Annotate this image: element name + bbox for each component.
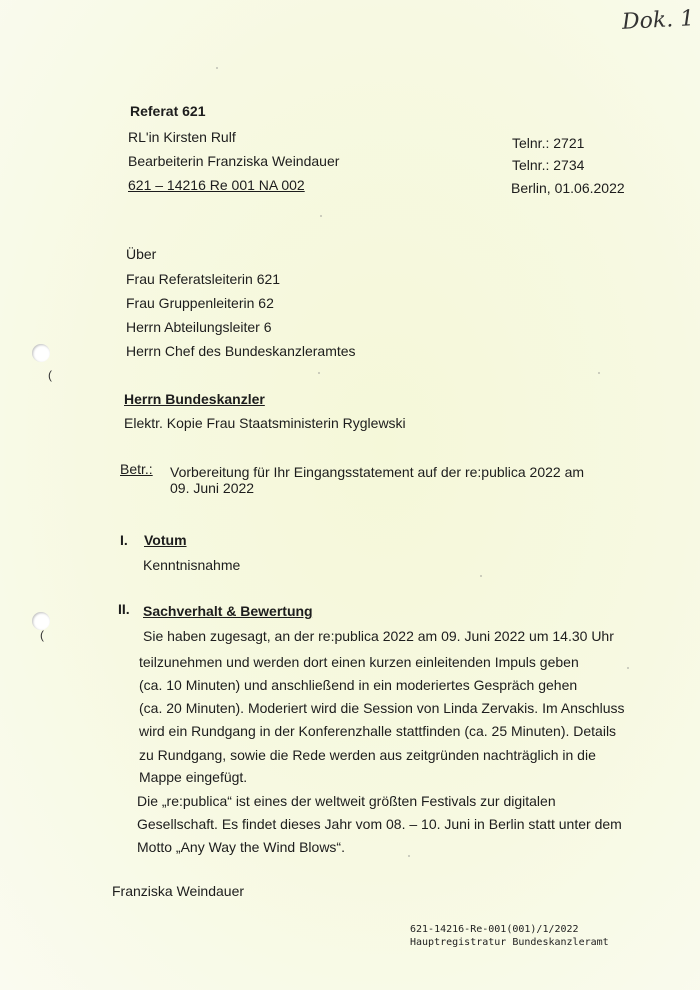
section-text: Kenntnisnahme: [143, 557, 241, 573]
section-number: II.: [118, 601, 130, 617]
recipient: Herrn Abteilungsleiter 6: [126, 319, 272, 335]
body-line: wird ein Rundgang in der Konferenzhalle stattfinden (ca. 25 Minuten). Details: [139, 723, 617, 739]
body-line: teilzunehmen und werden dort einen kurzen einleitenden Impuls geben: [139, 654, 579, 670]
scan-speck: [598, 372, 600, 374]
punch-mark: (: [48, 368, 52, 382]
body-line: Die „re:publica“ ist eines der weltweit größten Festivals zur digitalen: [137, 793, 556, 809]
signature-name: Franziska Weindauer: [112, 883, 245, 899]
copy-note: Elektr. Kopie Frau Staatsministerin Ryglewski: [124, 415, 406, 431]
telephone-1: Telnr.: 2721: [512, 135, 585, 151]
registry-code: 621-14216-Re-001(001)/1/2022: [410, 924, 579, 935]
punch-mark: (: [40, 628, 44, 642]
body-line: (ca. 10 Minuten) und anschließend in ein moderiertes Gespräch gehen: [139, 677, 578, 693]
body-line: Gesellschaft. Es findet dieses Jahr vom 08. – 10. Juni in Berlin statt unter dem: [137, 816, 622, 832]
betreff-line: Vorbereitung für Ihr Eingangsstatement auf der re:publica 2022 am: [170, 464, 585, 480]
handwritten-document-mark: Dok. 1: [621, 6, 695, 35]
betreff-line: 09. Juni 2022: [170, 480, 255, 496]
recipient: Herrn Chef des Bundeskanzleramtes: [126, 343, 356, 359]
referatsleiterin: RL'in Kirsten Rulf: [128, 129, 236, 145]
body-line: Motto „Any Way the Wind Blows“.: [137, 839, 345, 855]
scan-speck: [318, 372, 320, 374]
body-line: Mappe eingefügt.: [139, 769, 248, 785]
aktenzeichen: 621 – 14216 Re 001 NA 002: [128, 177, 305, 193]
recipient: Frau Gruppenleiterin 62: [126, 295, 274, 311]
addressee: Herrn Bundeskanzler: [124, 391, 265, 407]
scan-speck: [216, 67, 218, 69]
scan-speck: [320, 215, 322, 217]
referat-heading: Referat 621: [130, 103, 206, 119]
scan-speck: [627, 667, 629, 669]
punch-hole: [32, 344, 50, 362]
body-line: (ca. 20 Minuten). Moderiert wird die Session von Linda Zervakis. Im Anschluss: [139, 700, 625, 716]
recipient: Frau Referatsleiterin 621: [126, 271, 281, 287]
scan-speck: [480, 575, 482, 577]
place-date: Berlin, 01.06.2022: [511, 180, 625, 196]
ueber-label: Über: [126, 246, 157, 262]
bearbeiterin: Bearbeiterin Franziska Weindauer: [128, 153, 340, 169]
section-title: Votum: [144, 532, 187, 548]
registry-name: Hauptregistratur Bundeskanzleramt: [410, 937, 609, 948]
telephone-2: Telnr.: 2734: [512, 157, 585, 173]
body-line: Sie haben zugesagt, an der re:publica 2022 am 09. Juni 2022 um 14.30 Uhr: [143, 628, 614, 644]
betreff-label: Betr.:: [120, 461, 153, 477]
section-title: Sachverhalt & Bewertung: [143, 603, 313, 619]
body-line: zu Rundgang, sowie die Rede werden aus zeitgründen nachträglich in die: [139, 747, 596, 763]
section-number: I.: [120, 532, 128, 548]
scan-speck: [408, 855, 410, 857]
